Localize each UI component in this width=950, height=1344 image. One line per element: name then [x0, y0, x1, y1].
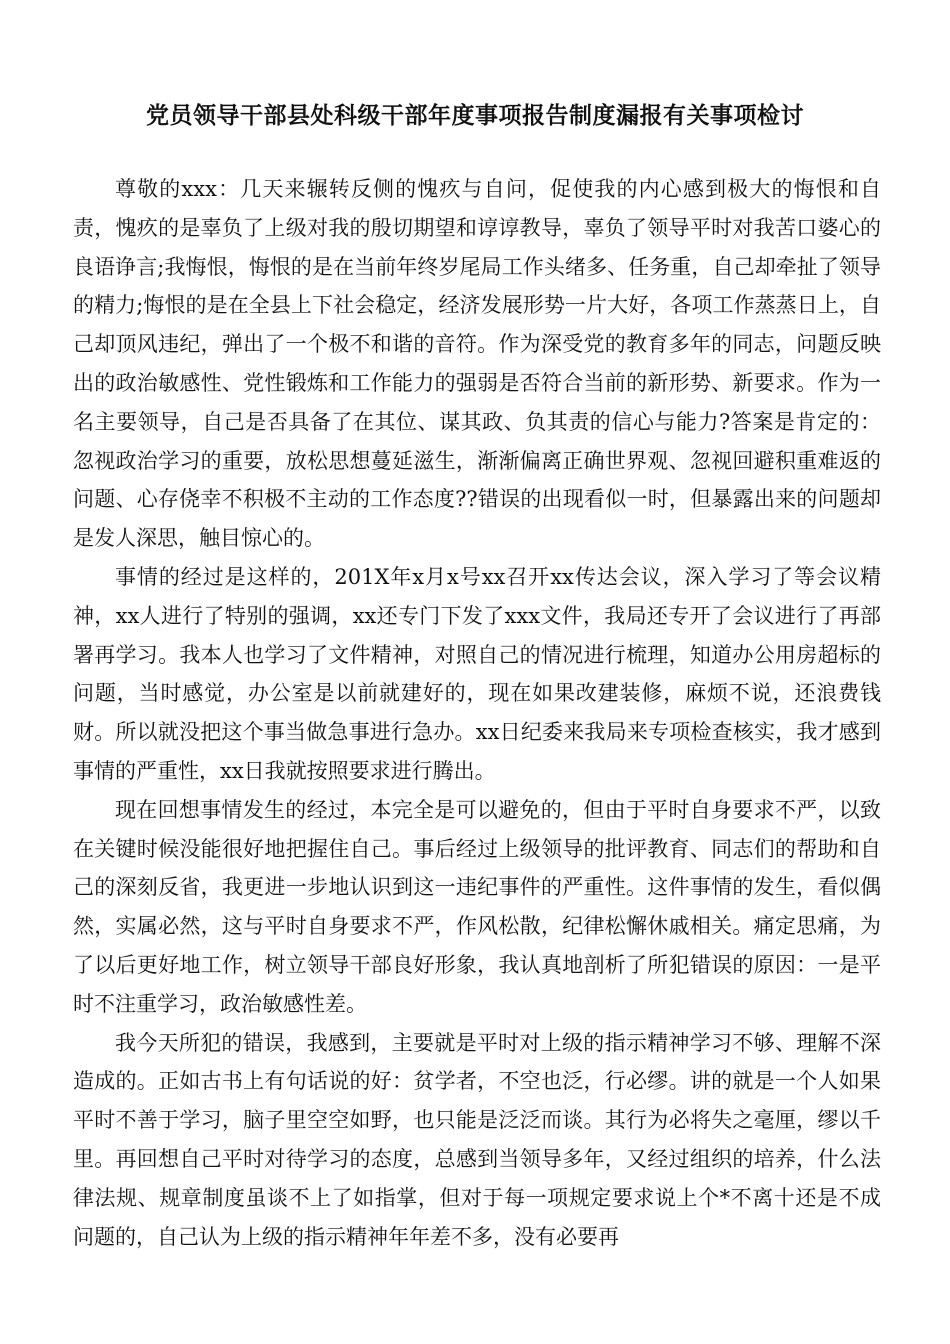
paragraph-4: 我今天所犯的错误，我感到，主要就是平时对上级的指示精神学习不够、理解不深造成的。正如古书上有句话说的好：贫学者，不空也泛，行必缪。讲的就是一个人如果平时不善于学习，脑子里空空如野，也只能是泛泛而谈。其行为必将失之毫厘，缪以千里。再回想自己平时对待学习的态度，总感到当领导多年，又经过组织的培养，什么法律法规、规章制度虽谈不上了如指掌，但对于每一项规定要求说上个*不离十还是不成问题的，自己认为上级的指示精神年年差不多，没有必要再: [73, 1030, 881, 1249]
document-body: [73, 170, 881, 1256]
paragraph-3: 现在回想事情发生的经过，本完全是可以避免的，但由于平时自身要求不严，以致在关键时候没能很好地把握住自己。事后经过上级领导的批评教育、同志们的帮助和自己的深刻反省，我更进一步地认识到这一违纪事件的严重性。这件事情的发生，看似偶然，实属必然，这与平时自身要求不严，作风松散，纪律松懈休戚相关。痛定思痛，为了以后更好地工作，树立领导干部良好形象，我认真地剖析了所犯错误的原因：一是平时不注重学习，政治敏感性差。: [73, 797, 881, 1016]
paragraph-1: 尊敬的xxx：几天来辗转反侧的愧疚与自问，促使我的内心感到极大的悔恨和自责，愧疚的是辜负了上级对我的殷切期望和谆谆教导，辜负了领导平时对我苦口婆心的良语诤言;我悔恨，悔恨的是在当前年终岁尾局工作头绪多、任务重，自己却牵扯了领导的精力;悔恨的是在全县上下社会稳定，经济发展形势一片大好，各项工作蒸蒸日上，自己却顶风违纪，弹出了一个极不和谐的音符。作为深受党的教育多年的同志，问题反映出的政治敏感性、党性锻炼和工作能力的强弱是否符合当前的新形势、新要求。作为一名主要领导，自己是否具备了在其位、谋其政、负其责的信心与能力?答案是肯定的：忽视政治学习的重要，放松思想蔓延滋生，渐渐偏离正确世界观、忽视回避积重难返的问题、心存侥幸不积极不主动的工作态度??错误的出现看似一时，但暴露出来的问题却是发人深思，触目惊心的。: [73, 177, 881, 551]
paragraph-2: 事情的经过是这样的，201X年x月x号xx召开xx传达会议，深入学习了等会议精神，xx人进行了特别的强调，xx还专门下发了xxx文件，我局还专开了会议进行了再部署再学习。我本人也学习了文件精神，对照自己的情况进行梳理，知道办公用房超标的问题，当时感觉，办公室是以前就建好的，现在如果改建装修，麻烦不说，还浪费钱财。所以就没把这个事当做急事进行急办。xx日纪委来我局来专项检查核实，我才感到事情的严重性，xx日我就按照要求进行腾出。: [73, 564, 881, 783]
document-title: 党员领导干部县处科级干部年度事项报告制度漏报有关事项检讨: [146, 102, 804, 129]
